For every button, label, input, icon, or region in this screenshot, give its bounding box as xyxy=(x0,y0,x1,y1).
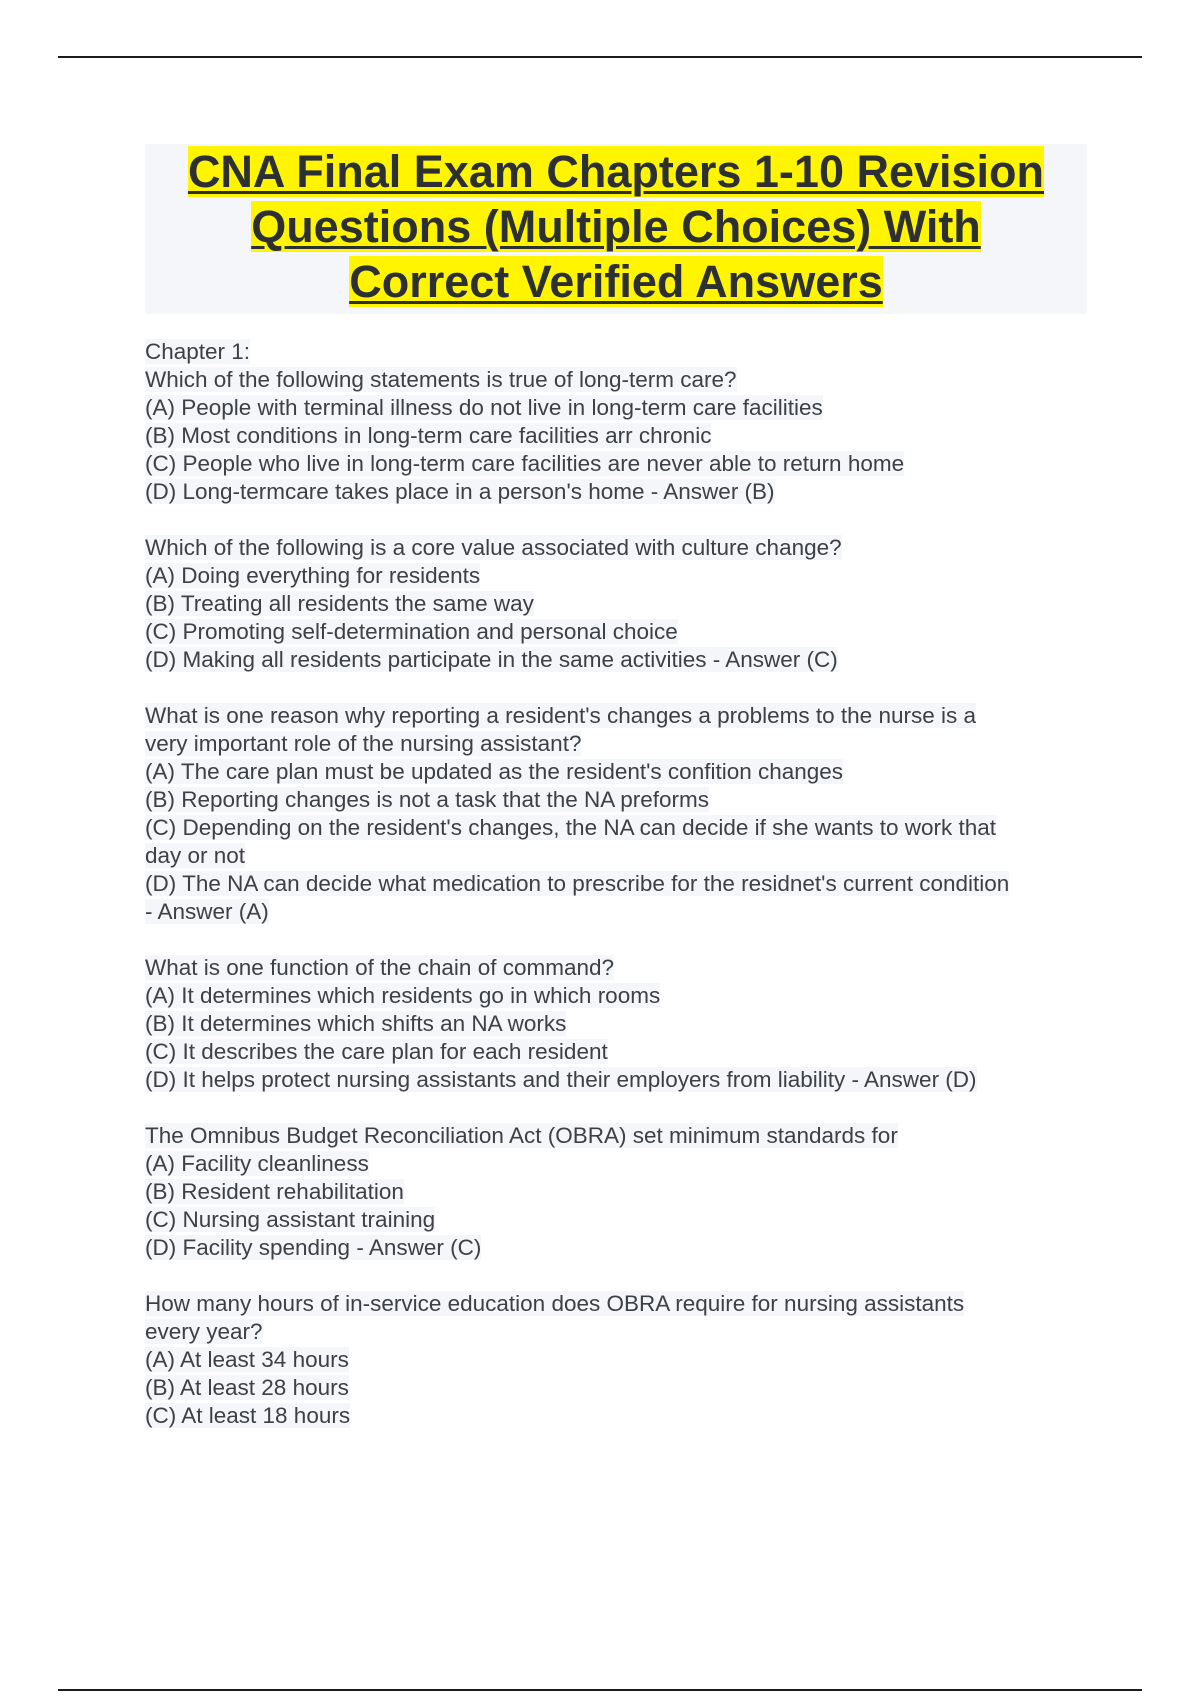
text-line xyxy=(145,618,1095,646)
option-text: (C) At least 18 hours xyxy=(145,1403,351,1428)
text-line xyxy=(145,450,1095,478)
option-text: (B) Treating all residents the same way xyxy=(145,591,534,616)
option-text: (C) Promoting self-determination and personal choice xyxy=(145,619,678,644)
text-line xyxy=(145,590,1095,618)
title-line-text: CNA Final Exam Chapters 1-10 Revision xyxy=(187,146,1045,197)
option-text: (D) Making all residents participate in the same activities - Answer (C) xyxy=(145,647,838,672)
option-text: (A) It determines which residents go in which rooms xyxy=(145,983,661,1008)
text-line xyxy=(145,1346,1095,1374)
text-line xyxy=(145,1066,1095,1094)
title-line-text: Questions (Multiple Choices) With xyxy=(251,201,981,252)
question-block xyxy=(145,1122,1095,1262)
option-text: (A) The care plan must be updated as the resident's confition changes xyxy=(145,759,844,784)
question-text: How many hours of in-service education does OBRA require for nursing assistants xyxy=(145,1291,965,1316)
text-line xyxy=(145,758,1095,786)
option-text: (D) Facility spending - Answer (C) xyxy=(145,1235,482,1260)
text-line xyxy=(145,1178,1095,1206)
question-block xyxy=(145,954,1095,1094)
title-line xyxy=(145,144,1087,199)
text-line xyxy=(145,1150,1095,1178)
text-line xyxy=(145,954,1095,982)
option-text: (B) At least 28 hours xyxy=(145,1375,349,1400)
text-line xyxy=(145,394,1095,422)
option-text: (A) Doing everything for residents xyxy=(145,563,481,588)
text-line xyxy=(145,338,1095,366)
text-line xyxy=(145,562,1095,590)
option-text: (A) Facility cleanliness xyxy=(145,1151,369,1176)
option-text: (D) It helps protect nursing assistants and their employers from liability - Answer (D) xyxy=(145,1067,977,1092)
question-block xyxy=(145,338,1095,506)
option-text: (D) The NA can decide what medication to prescribe for the residnet's current condition xyxy=(145,871,1010,896)
text-line xyxy=(145,422,1095,450)
text-line xyxy=(145,646,1095,674)
text-line xyxy=(145,1122,1095,1150)
title-line xyxy=(145,199,1087,254)
option-text: (A) At least 34 hours xyxy=(145,1347,349,1372)
text-line xyxy=(145,842,1095,870)
text-line xyxy=(145,478,1095,506)
text-line xyxy=(145,1374,1095,1402)
question-list xyxy=(145,338,1095,1458)
question-text: Which of the following statements is true of long-term care? xyxy=(145,367,737,392)
text-line xyxy=(145,982,1095,1010)
question-text: Which of the following is a core value associated with culture change? xyxy=(145,535,842,560)
question-text: What is one reason why reporting a resident's changes a problems to the nurse is a xyxy=(145,703,976,728)
text-line xyxy=(145,366,1095,394)
text-line xyxy=(145,1038,1095,1066)
question-text: What is one function of the chain of command? xyxy=(145,955,615,980)
question-text: very important role of the nursing assistant? xyxy=(145,731,582,756)
question-block xyxy=(145,702,1095,926)
question-text: every year? xyxy=(145,1319,263,1344)
text-line xyxy=(145,1318,1095,1346)
text-line xyxy=(145,534,1095,562)
title-line-text: Correct Verified Answers xyxy=(349,256,883,307)
question-block xyxy=(145,534,1095,674)
text-line xyxy=(145,786,1095,814)
option-text: (B) Resident rehabilitation xyxy=(145,1179,404,1204)
text-line xyxy=(145,702,1095,730)
bottom-rule xyxy=(58,1689,1142,1691)
text-line xyxy=(145,870,1095,898)
text-line xyxy=(145,1290,1095,1318)
option-text: day or not xyxy=(145,843,246,868)
title-line xyxy=(145,254,1087,309)
question-text: The Omnibus Budget Reconciliation Act (OBRA) set minimum standards for xyxy=(145,1123,898,1148)
option-text: (B) It determines which shifts an NA works xyxy=(145,1011,567,1036)
document-title xyxy=(145,144,1087,314)
text-line xyxy=(145,730,1095,758)
option-text: (C) Nursing assistant training xyxy=(145,1207,436,1232)
text-line xyxy=(145,814,1095,842)
option-text: (B) Reporting changes is not a task that the NA preforms xyxy=(145,787,710,812)
option-text: (D) Long-termcare takes place in a person's home - Answer (B) xyxy=(145,479,775,504)
question-block xyxy=(145,1290,1095,1430)
option-text: (C) It describes the care plan for each resident xyxy=(145,1039,608,1064)
option-text: (B) Most conditions in long-term care facilities arr chronic xyxy=(145,423,712,448)
text-line xyxy=(145,898,1095,926)
text-line xyxy=(145,1234,1095,1262)
option-text: (A) People with terminal illness do not live in long-term care facilities xyxy=(145,395,823,420)
text-line xyxy=(145,1206,1095,1234)
option-text: (C) People who live in long-term care facilities are never able to return home xyxy=(145,451,905,476)
option-text: - Answer (A) xyxy=(145,899,269,924)
option-text: (C) Depending on the resident's changes, the NA can decide if she wants to work that xyxy=(145,815,997,840)
text-line xyxy=(145,1402,1095,1430)
chapter-heading: Chapter 1: xyxy=(145,339,251,364)
text-line xyxy=(145,1010,1095,1038)
top-rule xyxy=(58,56,1142,58)
